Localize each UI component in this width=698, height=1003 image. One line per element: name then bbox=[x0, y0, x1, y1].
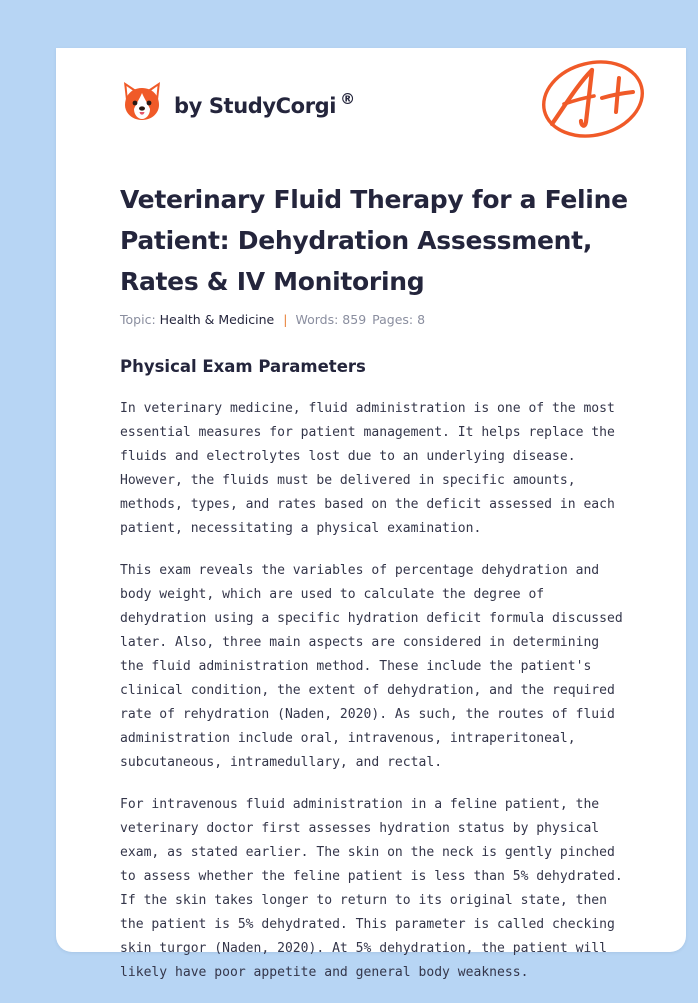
a-plus-grade-icon bbox=[538, 58, 648, 140]
registered-mark: ® bbox=[340, 90, 355, 108]
document-page bbox=[56, 48, 686, 980]
pages-label: Pages: bbox=[372, 312, 414, 327]
topic-link[interactable]: Health & Medicine bbox=[159, 312, 275, 327]
paragraph: This exam reveals the variables of percentage dehydration and body weight, which are used to calculate the degree of dehydration using a specific hydration deficit formula discussed later. Also, three main aspects are considered in determining the fluid administration method. These include the patient's clinical condition, the extent of dehydration, and the required rate of rehydration (Naden, 2020). As such, the routes of fluid administration include oral, intravenous, intraperitoneal, subcutaneous, intramedullary, and rectal. bbox=[120, 563, 623, 770]
words-label: Words: bbox=[295, 312, 339, 327]
document-meta bbox=[120, 312, 425, 327]
words-count: 859 bbox=[342, 312, 367, 327]
meta-separator: | bbox=[283, 312, 288, 327]
paragraph: For intravenous fluid administration in a feline patient, the veterinary doctor first assesses hydration status by physical exam, as stated earlier. The skin on the neck is gently pinched to assess whether the feline patient is less than 5% dehydrated. If the skin takes longer to return to its original state, then the patient is 5% dehydrated. This parameter is called checking skin turgor (Naden, 2020). At 5% dehydration, the patient will likely have poor appetite and general body weakness. bbox=[120, 797, 623, 980]
document-title: Veterinary Fluid Therapy for a Feline Patient: Dehydration Assessment, Rates & IV Monitoring bbox=[120, 185, 628, 296]
document-body bbox=[120, 397, 630, 1003]
corgi-head-icon bbox=[120, 79, 164, 123]
paragraph: In veterinary medicine, fluid administration is one of the most essential measures for patient management. It helps replace the fluids and electrolytes lost due to an underlying disease. However, the fluids must be delivered in specific amounts, methods, types, and rates based on the deficit assessed in each patient, necessitating a physical examination. bbox=[120, 401, 615, 536]
pages-count: 8 bbox=[417, 312, 426, 327]
section-heading: Physical Exam Parameters bbox=[120, 357, 366, 376]
brand-name: by StudyCorgi ® bbox=[174, 90, 355, 118]
brand-header[interactable] bbox=[120, 76, 355, 126]
topic-label: Topic: bbox=[120, 312, 156, 327]
